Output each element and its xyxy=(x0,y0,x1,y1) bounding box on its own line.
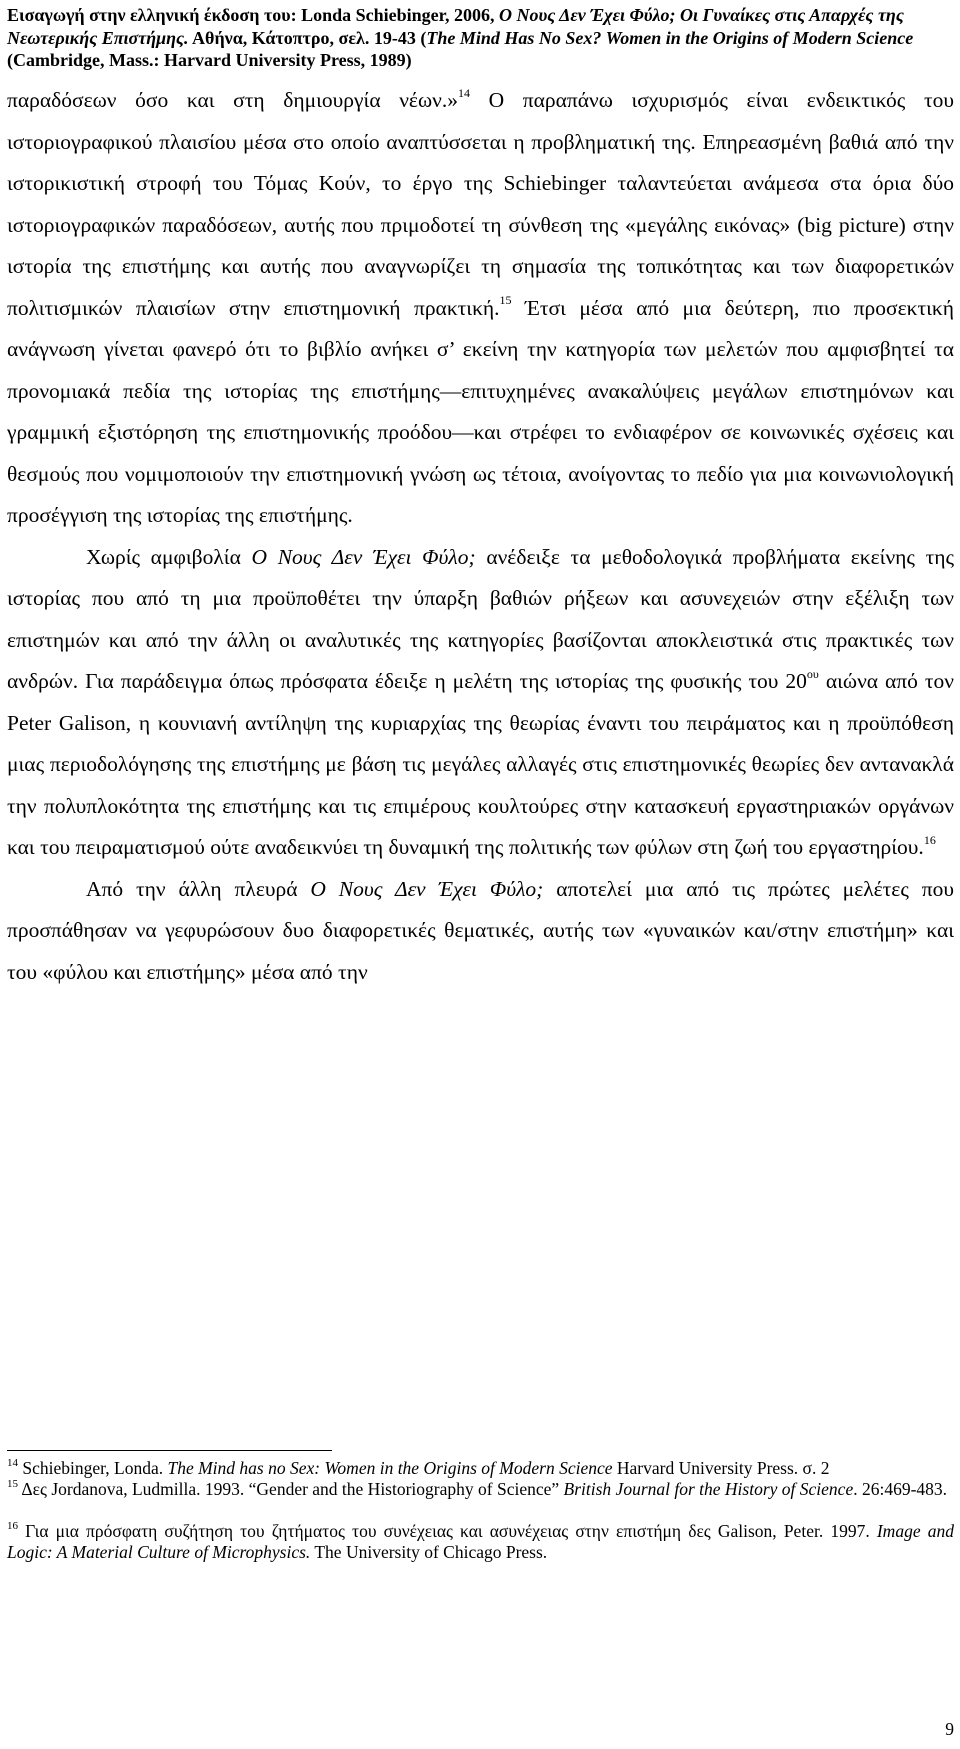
paragraph-text: Έτσι μέσα από μια δεύτερη, πιο προσεκτική ανάγνωση γίνεται φανερό ότι το βιβλίο ανήκει σ’ εκείνη την κατηγορία των μελετών που αμφισβητεί τα προνομιακά πεδία της ιστορίας της επιστήμης—επιτυχημένες ανακαλύψεις μεγάλων επιστημόνων και γραμμική εξιστόρηση της επιστημονικής προόδου—και στρέφει το ενδιαφέρον σε κοινωνικές σχέσεις και θεσμούς που νομιμοποιούν την επιστημονική γνώση ως τέτοια, ανοίγοντας το πεδίο για μια κοινωνιολογική προσέγγιση της ιστορίας της επιστήμης. xyxy=(7,295,954,527)
footnote-number: 16 xyxy=(7,1520,18,1533)
footnote-ref-16[interactable]: 16 xyxy=(923,832,936,847)
footnote-divider xyxy=(7,1450,332,1451)
paragraph-text: Χωρίς αμφιβολία xyxy=(86,544,252,569)
footnote-title: Image and Logic: A Material Culture of Microphysics. xyxy=(7,1521,954,1562)
paragraph-text: ανέδειξε τα μεθοδολογικά προβλήματα εκείνης της ιστορίας που από τη μια προϋποθέτει την ύπαρξη βαθιών ρήξεων και ασυνεχειών στην εξέλιξη των επιστημών και από την άλλη οι αναλυτικές της κατηγορίες βασίζονται αποκλειστικά στις πρακτικές των ανδρών. Για παράδειγμα όπως πρόσφατα έδειξε η μελέτη της ιστορίας της φυσικής του 20 xyxy=(7,544,955,693)
paragraph-3 xyxy=(7,869,954,994)
paragraph-text: Από την άλλη πλευρά xyxy=(86,876,311,901)
footnote-text: . 26:469-483. xyxy=(853,1479,948,1499)
header-original-title: The Mind Has No Sex? Women in the Origins of Modern Science xyxy=(426,27,914,48)
book-title: Ο Νους Δεν Έχει Φύλο; xyxy=(251,544,476,569)
footnote-text: Harvard University Press. σ. 2 xyxy=(612,1458,830,1478)
paragraph-text: αιώνα από τον Peter Galison, η κουνιανή αντίληψη της κυριαρχίας της θεωρίας έναντι του πειράματος και η προϋπόθεση μιας περιοδολόγησης της επιστήμης με βάση τις μεγάλες αλλαγές στις επιστημονικές θεωρίες δεν αντανακλά την πολυπλοκότητα της επιστήμης και τις επιμέρους κουλτούρες στην κατασκευή εργαστηριακών οργάνων και του πειραματισμού ούτε αναδεικνύει τη δυναμική της πολιτικής των φύλων στη ζωή του εργαστηρίου. xyxy=(7,669,955,859)
main-text xyxy=(7,80,954,993)
ordinal-suffix: ου xyxy=(806,666,819,681)
footnote-ref-15[interactable]: 15 xyxy=(499,293,512,308)
footnote-text: Schiebinger, Londa. xyxy=(18,1458,168,1478)
footnotes xyxy=(7,1458,954,1563)
footnote-title: British Journal for the History of Science xyxy=(563,1479,854,1499)
footnote-title: The Mind has no Sex: Women in the Origins of Modern Science xyxy=(167,1458,613,1478)
footnote-14 xyxy=(7,1458,954,1479)
footnote-15 xyxy=(7,1479,954,1500)
footnote-text: Δες Jordanova, Ludmilla. 1993. “Gender and the Historiography of Science” xyxy=(18,1479,564,1499)
paragraph-text: Ο παραπάνω ισχυρισμός είναι ενδεικτικός του ιστοριογραφικού πλαισίου μέσα στο οποίο αναπτύσσεται η προβληματική της. Επηρεασμένη βαθιά από την ιστορικιστική στροφή του Τόμας Κούν, το έργο της Schiebinger ταλαντεύεται ανάμεσα στα όρια δύο ιστοριογραφικών παραδόσεων, αυτής που πριμοδοτεί τη σύνθεση της «μεγάλης εικόνας» (big picture) στην ιστορία της επιστήμης και αυτής που αναγνωρίζει τη σημασία της τοπικότητας και των διαφορετικών πολιτισμικών πλαισίων στην επιστημονική πρακτική. xyxy=(7,88,954,320)
footnote-text: The University of Chicago Press. xyxy=(310,1542,548,1562)
footnote-ref-14[interactable]: 14 xyxy=(457,85,470,100)
footnote-number: 14 xyxy=(7,1457,18,1470)
page-number: 9 xyxy=(945,1719,954,1739)
header-publisher-text: Αθήνα, Κάτοπτρο, σελ. 19-43 ( xyxy=(188,27,427,48)
paragraph-text: παραδόσεων όσο και στη δημιουργία νέων.» xyxy=(7,88,458,112)
header-book-title: Ο Νους Δεν Έχει Φύλο; Οι Γυναίκες στις Απαρχές της Νεωτερικής Επιστήμης. xyxy=(7,5,904,48)
footnote-number: 15 xyxy=(7,1478,18,1491)
footnote-text: Για μια πρόσφατη συζήτηση του ζητήματος του συνέχειας και ασυνέχειας στην επιστήμη δες Galison, Peter. 1997. xyxy=(18,1521,877,1541)
header-citation-text: Εισαγωγή στην ελληνική έκδοση του: Londa Schiebinger, 2006, xyxy=(7,5,499,25)
footnote-16 xyxy=(7,1521,954,1563)
paragraph-1 xyxy=(7,80,954,537)
book-title: Ο Νους Δεν Έχει Φύλο; xyxy=(310,876,544,901)
paragraph-2 xyxy=(7,537,954,869)
paragraph-text: αποτελεί μια από τις πρώτες μελέτες που προσπάθησαν να γεφυρώσουν δυο διαφορετικές θεματικές, αυτής των «γυναικών και/στην επιστήμη» και του «φύλου και επιστήμης» μέσα από την xyxy=(7,876,954,984)
header-original-publisher: (Cambridge, Mass.: Harvard University Press, 1989) xyxy=(7,50,412,70)
running-header xyxy=(7,4,953,72)
